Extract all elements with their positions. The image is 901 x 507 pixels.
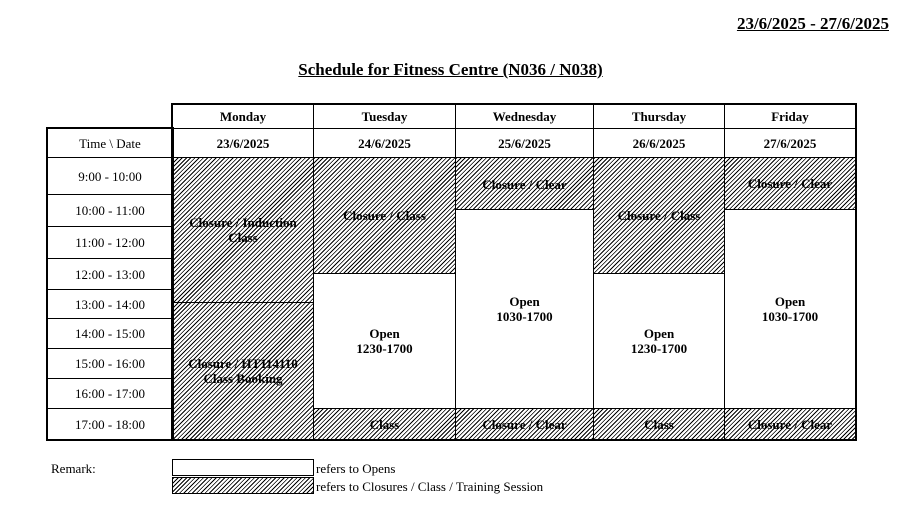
time-slot: 15:00 - 16:00 xyxy=(47,348,173,379)
day-header-tuesday: Tuesday xyxy=(313,104,456,129)
open-label: Open xyxy=(369,326,400,341)
legend-open-text: refers to Opens xyxy=(316,461,396,476)
open-label: Open xyxy=(643,326,675,341)
date-header-wednesday: 25/6/2025 xyxy=(455,128,594,158)
block-label: Class xyxy=(644,416,674,432)
block-label: Closure / Clear xyxy=(747,176,833,191)
wednesday-block-closure-clear xyxy=(455,157,594,210)
time-slot: 11:00 - 12:00 xyxy=(47,226,173,259)
open-hours: 1030-1700 xyxy=(761,309,819,324)
legend-open-swatch xyxy=(172,459,314,476)
date-header-friday: 27/6/2025 xyxy=(724,128,856,158)
friday-block-open xyxy=(724,209,856,409)
date-range: 23/6/2025 - 27/6/2025 xyxy=(736,14,889,33)
date-header-tuesday: 24/6/2025 xyxy=(313,128,456,158)
date-header-monday: 23/6/2025 xyxy=(172,128,314,158)
time-slot: 10:00 - 11:00 xyxy=(47,194,173,227)
open-label: Open xyxy=(509,294,540,309)
thursday-block-open xyxy=(593,273,725,409)
day-header-friday: Friday xyxy=(724,104,856,129)
page-title: Schedule for Fitness Centre (N036 / N038) xyxy=(298,60,603,79)
tuesday-block-open xyxy=(313,273,456,409)
legend-closure-swatch xyxy=(172,477,314,494)
block-label: Class xyxy=(369,416,400,432)
friday-block-closure-clear-end xyxy=(724,408,856,440)
open-hours: 1230-1700 xyxy=(630,341,688,356)
time-slot: 14:00 - 15:00 xyxy=(47,318,173,349)
block-label: Closure / Class xyxy=(343,208,426,223)
thursday-block-class xyxy=(593,408,725,440)
time-slot: 17:00 - 18:00 xyxy=(47,408,173,440)
wednesday-block-closure-clear-end xyxy=(455,408,594,440)
time-slot: 9:00 - 10:00 xyxy=(47,157,173,195)
time-slot: 16:00 - 17:00 xyxy=(47,378,173,409)
block-label: Closure / Clear xyxy=(747,416,833,432)
friday-block-closure-clear xyxy=(724,157,856,210)
day-header-wednesday: Wednesday xyxy=(455,104,594,129)
open-label: Open xyxy=(774,294,806,309)
open-hours: 1230-1700 xyxy=(356,341,413,356)
date-header-thursday: 26/6/2025 xyxy=(593,128,725,158)
block-label: Closure / Class xyxy=(617,208,701,223)
time-slot: 13:00 - 14:00 xyxy=(47,289,173,319)
block-label: Closure / Induction Class xyxy=(189,215,297,245)
monday-block-closure-induction xyxy=(172,157,314,303)
time-slot: 12:00 - 13:00 xyxy=(47,258,173,290)
legend-closure-text: refers to Closures / Class / Training Session xyxy=(316,479,544,494)
wednesday-block-open xyxy=(455,209,594,409)
tuesday-block-class xyxy=(313,408,456,440)
block-label: Closure / Clear xyxy=(482,177,567,192)
tuesday-block-closure-class xyxy=(313,157,456,274)
day-header-thursday: Thursday xyxy=(593,104,725,129)
block-label: Closure / Clear xyxy=(482,416,567,432)
corner-header: Time \ Date xyxy=(47,128,173,158)
block-label: Closure / HT114110 Class Booking xyxy=(188,356,298,386)
day-header-monday: Monday xyxy=(172,104,314,129)
open-hours: 1030-1700 xyxy=(496,309,553,324)
remark-label: Remark: xyxy=(51,461,96,476)
thursday-block-closure-class xyxy=(593,157,725,274)
monday-block-closure-booking xyxy=(172,302,314,440)
